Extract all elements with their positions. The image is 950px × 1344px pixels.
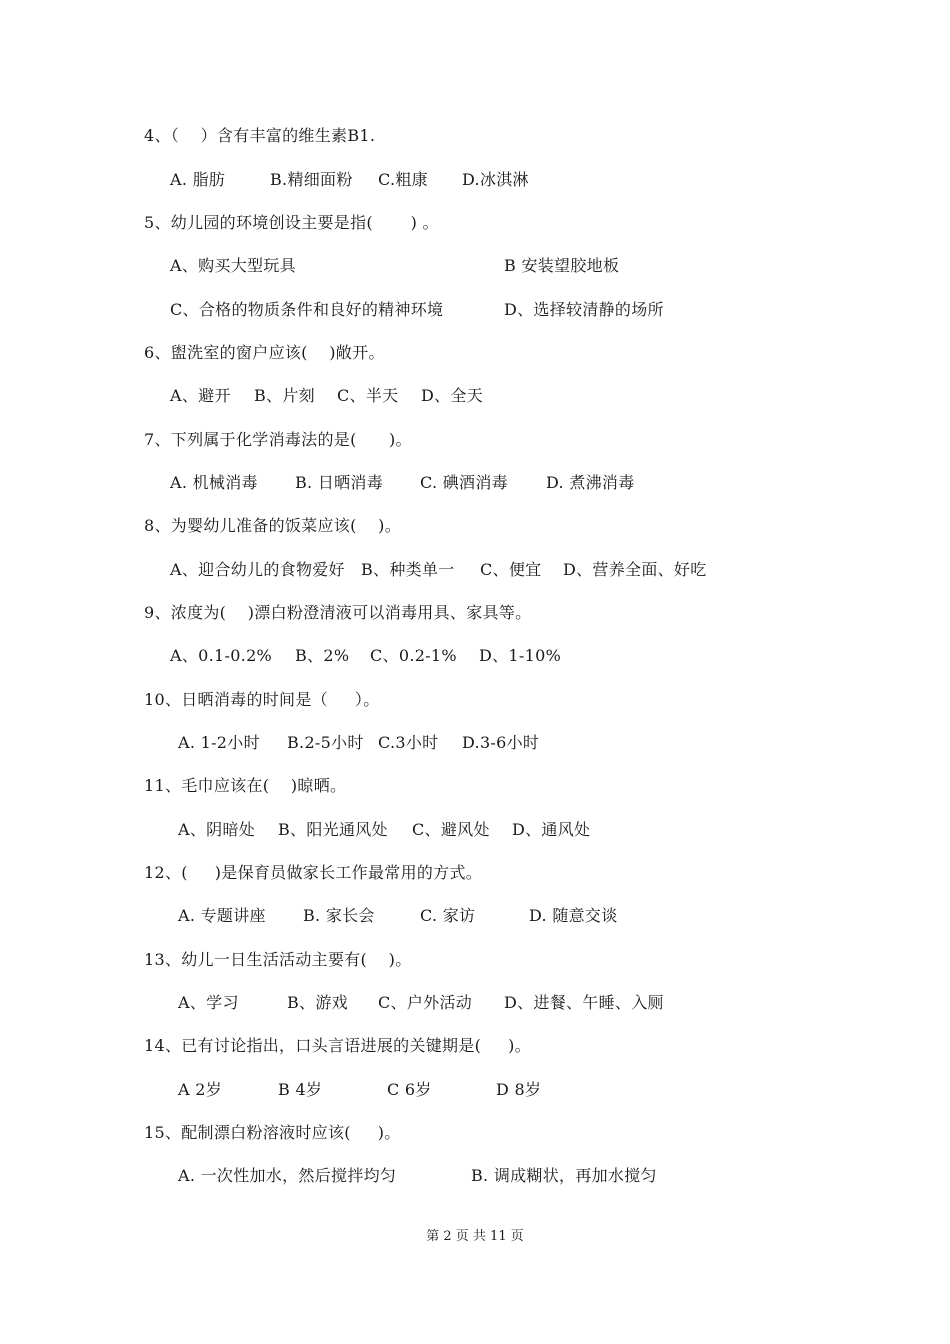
question-5-option-c: C、合格的物质条件和良好的精神环境 [170,300,444,319]
question-7-option-d: D. 煮沸消毒 [546,473,635,492]
question-8-option-b: B、种类单一 [361,560,455,579]
question-10-option-d: D.3-6小时 [462,733,540,752]
question-8-option-d: D、营养全面、好吃 [563,560,707,579]
question-9-option-b: B、2% [295,646,350,665]
question-5-option-a: A、购买大型玩具 [170,256,296,275]
question-6-option-b: B、片刻 [254,386,315,405]
question-9-option-d: D、1-10% [479,646,562,665]
question-13-option-d: D、进餐、午睡、入厕 [504,993,664,1012]
question-12-option-c: C. 家访 [420,906,476,925]
question-7-option-a: A. 机械消毒 [170,473,258,492]
question-13-option-a: A、学习 [178,993,239,1012]
question-10-stem: 10、日晒消毒的时间是（ ）。 [144,690,380,709]
question-9-option-a: A、0.1-0.2% [170,646,273,665]
question-13-option-b: B、游戏 [287,993,348,1012]
question-9-option-c: C、0.2-1% [370,646,457,665]
question-15-option-b: B. 调成糊状，再加水搅匀 [471,1166,657,1185]
question-7-option-c: C. 碘酒消毒 [420,473,508,492]
question-10-option-b: B.2-5小时 [287,733,364,752]
question-11-stem: 11、毛巾应该在( )晾晒。 [144,776,347,795]
question-12-stem: 12、( )是保育员做家长工作最常用的方式。 [144,863,483,882]
question-4-option-c: C.粗康 [378,170,428,189]
question-12-option-a: A. 专题讲座 [178,906,266,925]
question-11-option-b: B、阳光通风处 [278,820,388,839]
question-4-stem: 4、（ ）含有丰富的维生素B1. [144,126,376,145]
question-15-stem: 15、配制漂白粉溶液时应该( )。 [144,1123,401,1142]
question-7-option-b: B. 日晒消毒 [295,473,384,492]
question-13-stem: 13、幼儿一日生活活动主要有( )。 [144,950,412,969]
question-5-option-b: B 安装望胶地板 [504,256,620,275]
question-4-option-a: A. 脂肪 [170,170,226,189]
question-10-option-a: A. 1-2小时 [178,733,260,752]
question-14-option-d: D 8岁 [496,1080,542,1099]
question-14-option-b: B 4岁 [278,1080,323,1099]
question-11-option-c: C、避风处 [412,820,490,839]
question-12-option-b: B. 家长会 [303,906,375,925]
question-4-option-d: D.冰淇淋 [462,170,529,189]
question-11-option-d: D、通风处 [512,820,591,839]
question-14-option-a: A 2岁 [178,1080,223,1099]
question-6-option-a: A、避开 [170,386,231,405]
question-6-option-d: D、全天 [421,386,484,405]
question-6-option-c: C、半天 [337,386,399,405]
page-number-footer: 第 2 页 共 11 页 [426,1229,524,1244]
question-5-option-d: D、选择较清静的场所 [504,300,664,319]
question-12-option-d: D. 随意交谈 [529,906,618,925]
question-15-option-a: A. 一次性加水，然后搅拌均匀 [178,1166,397,1185]
question-11-option-a: A、阴暗处 [178,820,256,839]
question-9-stem: 9、浓度为( )漂白粉澄清液可以消毒用具、家具等。 [144,603,532,622]
question-6-stem: 6、盥洗室的窗户应该( )敞开。 [144,343,385,362]
question-7-stem: 7、下列属于化学消毒法的是( )。 [144,430,412,449]
question-8-option-a: A、迎合幼儿的食物爱好 [170,560,345,579]
question-10-option-c: C.3小时 [378,733,439,752]
question-8-stem: 8、为婴幼儿准备的饭菜应该( )。 [144,516,402,535]
question-13-option-c: C、户外活动 [378,993,473,1012]
question-14-stem: 14、已有讨论指出，口头言语进展的关键期是( )。 [144,1036,531,1055]
question-5-stem: 5、幼儿园的环境创设主要是指( ) 。 [144,213,439,232]
question-4-option-b: B.精细面粉 [270,170,353,189]
question-8-option-c: C、便宜 [480,560,542,579]
question-14-option-c: C 6岁 [387,1080,432,1099]
